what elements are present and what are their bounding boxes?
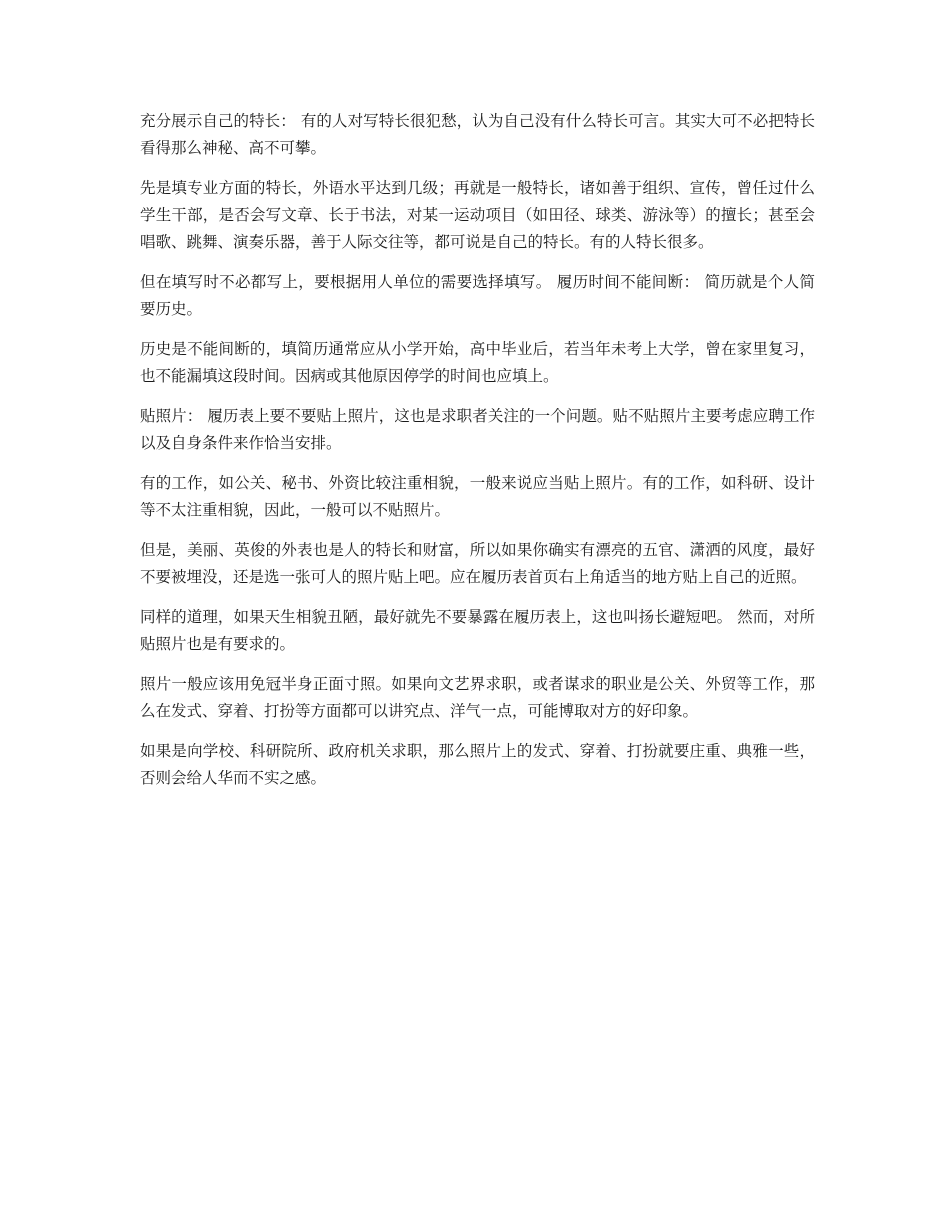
paragraph-specialty-details: 先是填专业方面的特长，外语水平达到几级；再就是一般特长，诸如善于组织、宣传，曾任过什么学生干部，是否会写文章、长于书法，对某一运动项目（如田径、球类、游泳等）的擅长；甚至会唱歌、跳舞、演奏乐器，善于人际交往等，都可说是自己的特长。有的人特长很多。 [140,179,815,251]
paragraph-photo-appearance: 但是，美丽、英俊的外表也是人的特长和财富，所以如果你确实有漂亮的五官、潇洒的风度，最好不要被埋没，还是选一张可人的照片贴上吧。应在履历表首页右上角适当的地方贴上自己的近照。 [140,541,815,586]
paragraph-photo-hide-flaws: 同样的道理，如果天生相貌丑陋，最好就先不要暴露在履历表上，这也叫扬长避短吧。 然而，对所贴照片也是有要求的。 [140,608,815,653]
paragraph-photo-style-creative: 照片一般应该用免冠半身正面寸照。如果向文艺界求职，或者谋求的职业是公关、外贸等工作，那么在发式、穿着、打扮等方面都可以讲究点、洋气一点，可能博取对方的好印象。 [140,675,815,720]
paragraph-timeline-details: 历史是不能间断的，填简历通常应从小学开始，高中毕业后，若当年未考上大学，曾在家里复习，也不能漏填这段时间。因病或其他原因停学的时间也应填上。 [140,340,815,385]
paragraph-photo-intro: 贴照片： 履历表上要不要贴上照片，这也是求职者关注的一个问题。贴不贴照片主要考虑应聘工作以及自身条件来作恰当安排。 [140,407,815,452]
paragraph-timeline-intro: 但在填写时不必都写上，要根据用人单位的需要选择填写。 履历时间不能间断： 简历就是个人简要历史。 [140,273,815,318]
paragraph-photo-style-formal: 如果是向学校、科研院所、政府机关求职，那么照片上的发式、穿着、打扮就要庄重、典雅一些，否则会给人华而不实之感。 [140,742,815,787]
paragraph-specialty-intro: 充分展示自己的特长： 有的人对写特长很犯愁，认为自己没有什么特长可言。其实大可不必把特长看得那么神秘、高不可攀。 [140,112,815,157]
paragraph-photo-by-job: 有的工作，如公关、秘书、外资比较注重相貌，一般来说应当贴上照片。有的工作，如科研、设计等不太注重相貌，因此，一般可以不贴照片。 [140,474,815,519]
document-body [140,108,815,805]
